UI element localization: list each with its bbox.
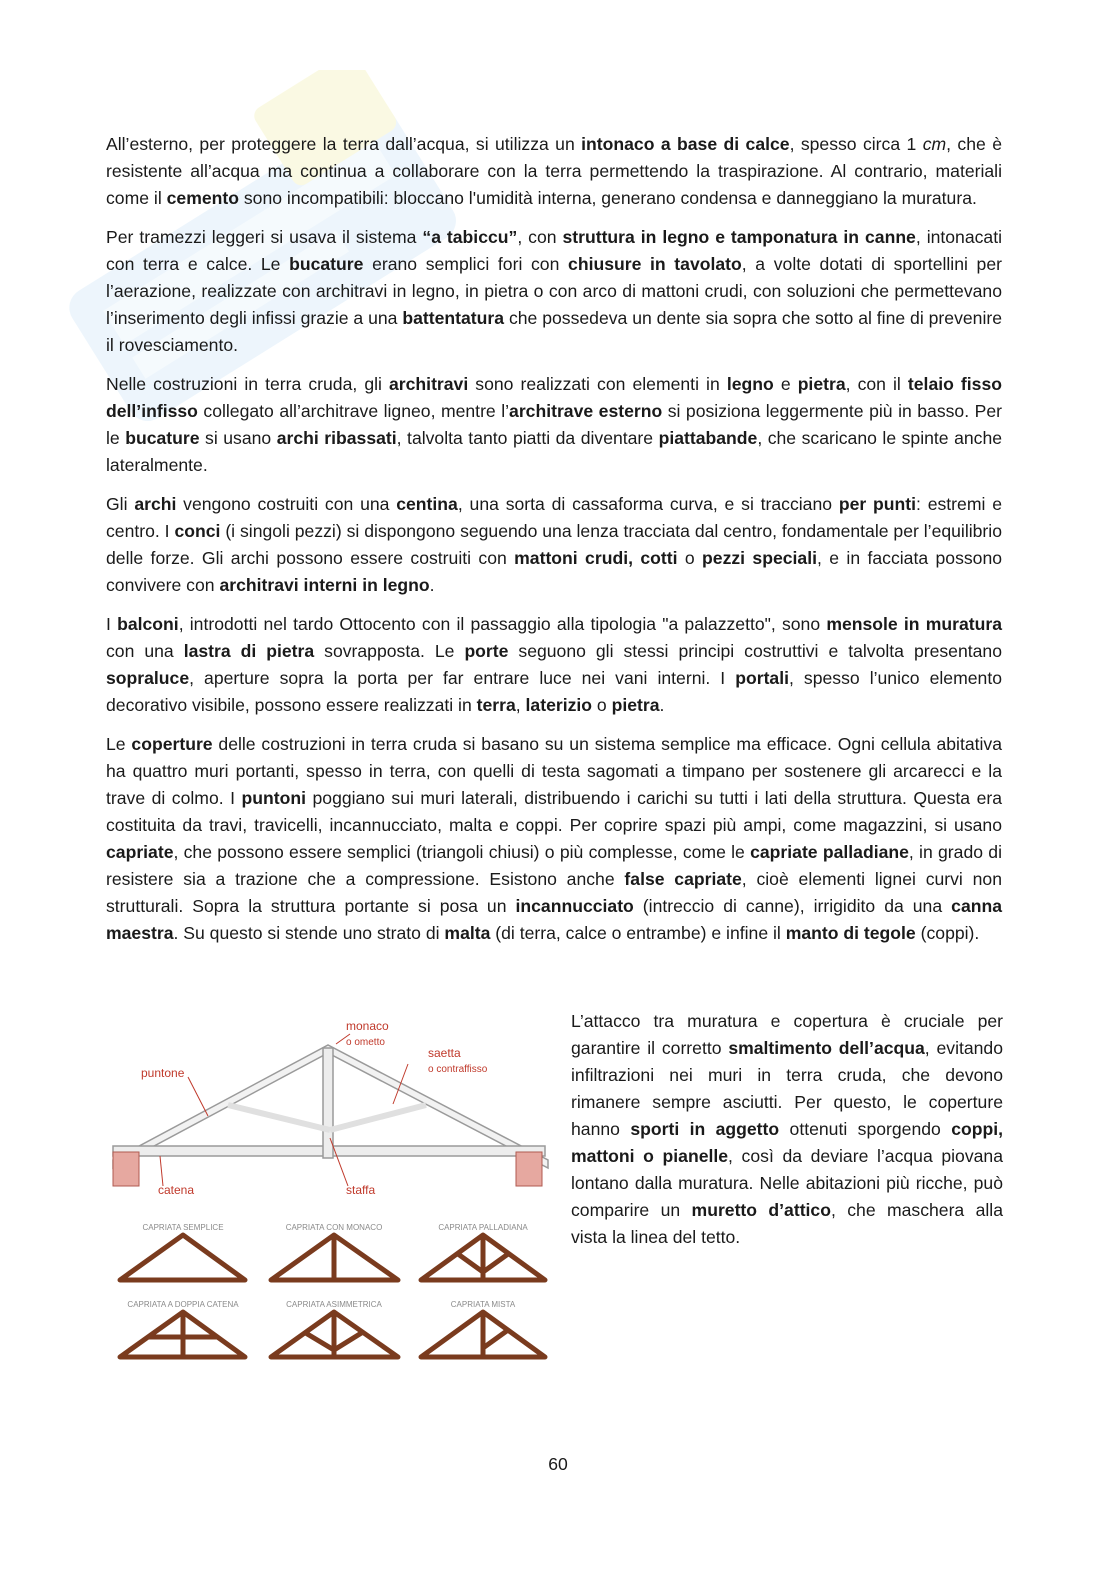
bold-term: centina bbox=[396, 494, 458, 514]
bold-term: muretto d’attico bbox=[691, 1200, 831, 1220]
truss-doppia-catena bbox=[120, 1312, 245, 1357]
text-span: , che scaricano le spinte anche lateralmente. bbox=[106, 428, 1003, 475]
wall-left bbox=[113, 1152, 139, 1186]
text-span: , che maschera alla vista la linea del tetto. bbox=[571, 1200, 1003, 1247]
text-span: Gli bbox=[106, 494, 135, 514]
truss-title-5: CAPRIATA ASIMMETRICA bbox=[286, 1300, 382, 1309]
bold-term: archi ribassati bbox=[276, 428, 397, 448]
text-span: ottenuti sporgendo bbox=[779, 1119, 952, 1139]
paragraph bbox=[106, 224, 1002, 359]
bold-term: mensole in muratura bbox=[826, 614, 1002, 634]
body-text bbox=[106, 131, 1002, 959]
text-span: , spesso l’unico elemento decorativo visibile, possono essere realizzati in bbox=[106, 668, 1002, 715]
bold-term: coppi, mattoni o pianelle bbox=[571, 1119, 1004, 1166]
bold-term: incannucciato bbox=[515, 896, 634, 916]
truss-title-2: CAPRIATA CON MONACO bbox=[285, 1223, 383, 1232]
text-span: , cioè elementi lignei curvi non strutturali. Sopra la struttura portante si posa un bbox=[106, 869, 1002, 916]
label-saetta: saetta bbox=[428, 1046, 461, 1060]
truss-semplice bbox=[120, 1235, 245, 1280]
bold-term: architrave esterno bbox=[509, 401, 663, 421]
label-catena: catena bbox=[158, 1183, 195, 1197]
text-span: cm bbox=[922, 134, 947, 154]
bold-term: architravi interni in legno bbox=[219, 575, 430, 595]
text-span: L’attacco tra muratura e copertura è cruciale per garantire il corretto bbox=[571, 1011, 1003, 1058]
paragraph bbox=[106, 611, 1002, 719]
truss-title-1: CAPRIATA SEMPLICE bbox=[142, 1223, 224, 1232]
text-span: si posiziona leggermente più in basso. Per le bbox=[106, 401, 1002, 448]
bold-term: telaio fisso dell’infisso bbox=[106, 374, 1002, 421]
bold-term: archi bbox=[134, 494, 177, 514]
bold-term: pietra bbox=[611, 695, 660, 715]
text-span: Nelle costruzioni in terra cruda, gli bbox=[106, 374, 390, 394]
text-span: sono incompatibili: bloccano l'umidità interna, generano condensa e danneggiano la muratura. bbox=[238, 188, 977, 208]
text-span: , talvolta tanto piatti da diventare bbox=[396, 428, 659, 448]
text-span: , intonacati con terra e calce. Le bbox=[106, 227, 1003, 274]
text-span: , una sorta di cassaforma curva, e si tracciano bbox=[457, 494, 839, 514]
text-span: . bbox=[659, 695, 665, 715]
bold-term: sporti in aggetto bbox=[630, 1119, 780, 1139]
bold-term: sopraluce bbox=[106, 668, 190, 688]
text-span: , aperture sopra la porta per far entrare luce nei vani interni. I bbox=[189, 668, 736, 688]
paragraph bbox=[106, 491, 1002, 599]
text-span: delle costruzioni in terra cruda si basano su un sistema semplice ma efficace. Ogni cellula abitativa ha quattro muri portanti, spesso in terra, con quelli di testa sagomati a timpano per sostenere gli arcarecci e la trave di colmo. I bbox=[106, 734, 1002, 808]
truss-figure bbox=[108, 1010, 556, 1370]
bold-term: pietra bbox=[797, 374, 846, 394]
text-span: Le bbox=[106, 734, 132, 754]
text-span: . bbox=[429, 575, 435, 595]
bold-term: coperture bbox=[131, 734, 213, 754]
truss-title-3: CAPRIATA PALLADIANA bbox=[438, 1223, 528, 1232]
truss-palladiana bbox=[421, 1235, 545, 1280]
bold-term: balconi bbox=[117, 614, 179, 634]
bold-term: capriate palladiane bbox=[750, 842, 909, 862]
paragraph bbox=[571, 1008, 1003, 1251]
text-span: , bbox=[515, 695, 526, 715]
truss-diagram bbox=[108, 1010, 556, 1370]
truss-asimmetrica bbox=[271, 1312, 398, 1357]
bold-term: laterizio bbox=[525, 695, 593, 715]
text-span: , così da deviare l’acqua piovana lontano dalla muratura. Nelle abitazioni più ricche, può comparire un bbox=[571, 1146, 1003, 1220]
bold-term: intonaco a base di calce bbox=[581, 134, 790, 154]
text-span: (di terra, calce o entrambe) e infine il bbox=[490, 923, 786, 943]
bold-term: manto di tegole bbox=[785, 923, 916, 943]
text-span: o bbox=[677, 548, 703, 568]
bold-term: portali bbox=[735, 668, 789, 688]
bold-term: bucature bbox=[289, 254, 364, 274]
text-span: , spesso circa 1 bbox=[789, 134, 923, 154]
text-span: , e in facciata possono convivere con bbox=[106, 548, 1003, 595]
text-span: che possedeva un dente sia sopra che sotto al fine di prevenire il rovesciamento. bbox=[106, 308, 1002, 355]
text-span: collegato all’architrave ligneo, mentre l’ bbox=[197, 401, 510, 421]
bold-term: capriate bbox=[106, 842, 174, 862]
text-span: I bbox=[106, 614, 118, 634]
text-span: Per tramezzi leggeri si usava il sistema bbox=[106, 227, 423, 247]
text-span: . Su questo si stende uno strato di bbox=[173, 923, 445, 943]
text-span: vengono costruiti con una bbox=[176, 494, 397, 514]
side-paragraph bbox=[571, 1008, 1003, 1251]
label-puntone: puntone bbox=[141, 1066, 185, 1080]
bold-term: smaltimento dell’acqua bbox=[728, 1038, 925, 1058]
truss-title-6: CAPRIATA MISTA bbox=[450, 1300, 516, 1309]
text-span: : estremi e centro. I bbox=[106, 494, 1002, 541]
text-span: All’esterno, per proteggere la terra dall’acqua, si utilizza un bbox=[106, 134, 582, 154]
bold-term: “a tabiccu” bbox=[422, 227, 518, 247]
bold-term: false capriate bbox=[624, 869, 742, 889]
bold-term: pezzi speciali bbox=[702, 548, 817, 568]
text-span: e bbox=[773, 374, 798, 394]
bold-term: per punti bbox=[838, 494, 917, 514]
bold-term: architravi bbox=[389, 374, 469, 394]
text-span: , che possono essere semplici (triangoli chiusi) o più complesse, come le bbox=[173, 842, 751, 862]
bold-term: chiusure in tavolato bbox=[568, 254, 742, 274]
bold-term: battentatura bbox=[402, 308, 505, 328]
text-span: sovrapposta. Le bbox=[314, 641, 465, 661]
wall-right bbox=[516, 1152, 542, 1186]
truss-monaco bbox=[271, 1235, 398, 1280]
text-span: , introdotti nel tardo Ottocento con il passaggio alla tipologia "a palazzetto", sono bbox=[178, 614, 827, 634]
text-span: si usano bbox=[199, 428, 277, 448]
bold-term: lastra di pietra bbox=[183, 641, 315, 661]
truss-mista bbox=[421, 1312, 545, 1357]
bold-term: mattoni crudi, cotti bbox=[514, 548, 678, 568]
page-number: 60 bbox=[548, 1454, 568, 1474]
bold-term: bucature bbox=[125, 428, 200, 448]
text-span: , in grado di resistere sia a trazione che a compressione. Esistono anche bbox=[106, 842, 1002, 889]
bold-term: legno bbox=[726, 374, 774, 394]
paragraph bbox=[106, 371, 1002, 479]
text-span: sono realizzati con elementi in bbox=[468, 374, 727, 394]
text-span: o bbox=[592, 695, 612, 715]
paragraph bbox=[106, 131, 1002, 212]
label-monaco: monaco bbox=[346, 1019, 389, 1033]
text-span: , che è resistente all’acqua ma continua a collaborare con la terra permettendo la traspirazione. Al contrario, materiali come il bbox=[106, 134, 1002, 208]
text-span: (intreccio di canne), irrigidito da una bbox=[633, 896, 952, 916]
bold-term: porte bbox=[464, 641, 509, 661]
bold-term: terra bbox=[476, 695, 516, 715]
text-span: (i singoli pezzi) si dispongono seguendo una lenza tracciata dal centro, fondamentale per l’equilibrio delle forze. Gli archi possono essere costruiti con bbox=[106, 521, 1002, 568]
text-span: , evitando infiltrazioni nei muri in terra cruda, che devono rimanere sempre asciutti. Per questo, le coperture hanno bbox=[571, 1038, 1004, 1139]
label-ometto: o ometto bbox=[346, 1037, 385, 1048]
text-span: , con bbox=[517, 227, 563, 247]
text-span: , a volte dotati di sportellini per l’aerazione, realizzate con architravi in legno, in pietra o con arco di mattoni crudi, con soluzioni che permettevano l’inserimento degli infissi grazie a una bbox=[106, 254, 1002, 328]
bold-term: canna maestra bbox=[106, 896, 1003, 943]
text-span: , con il bbox=[845, 374, 908, 394]
bold-term: piattabande bbox=[658, 428, 758, 448]
text-span: erano semplici fori con bbox=[363, 254, 569, 274]
truss-title-4: CAPRIATA A DOPPIA CATENA bbox=[127, 1300, 239, 1309]
bold-term: struttura in legno e tamponatura in canne bbox=[562, 227, 916, 247]
bold-term: puntoni bbox=[241, 788, 306, 808]
text-span: con una bbox=[106, 641, 184, 661]
label-staffa: staffa bbox=[346, 1183, 376, 1197]
label-contraffisso: o contraffisso bbox=[428, 1064, 488, 1075]
text-span: seguono gli stessi principi costruttivi e talvolta presentano bbox=[508, 641, 1002, 661]
bold-term: malta bbox=[444, 923, 491, 943]
bold-term: conci bbox=[174, 521, 221, 541]
paragraph bbox=[106, 731, 1002, 947]
bold-term: cemento bbox=[166, 188, 239, 208]
text-span: (coppi). bbox=[915, 923, 980, 943]
text-span: poggiano sui muri laterali, distribuendo i carichi su tutti i lati della struttura. Questa era costituita da travi, travicelli, incannucciato, malta e coppi. Per coprire spazi più ampi, come magazzini, si usano bbox=[106, 788, 1002, 835]
